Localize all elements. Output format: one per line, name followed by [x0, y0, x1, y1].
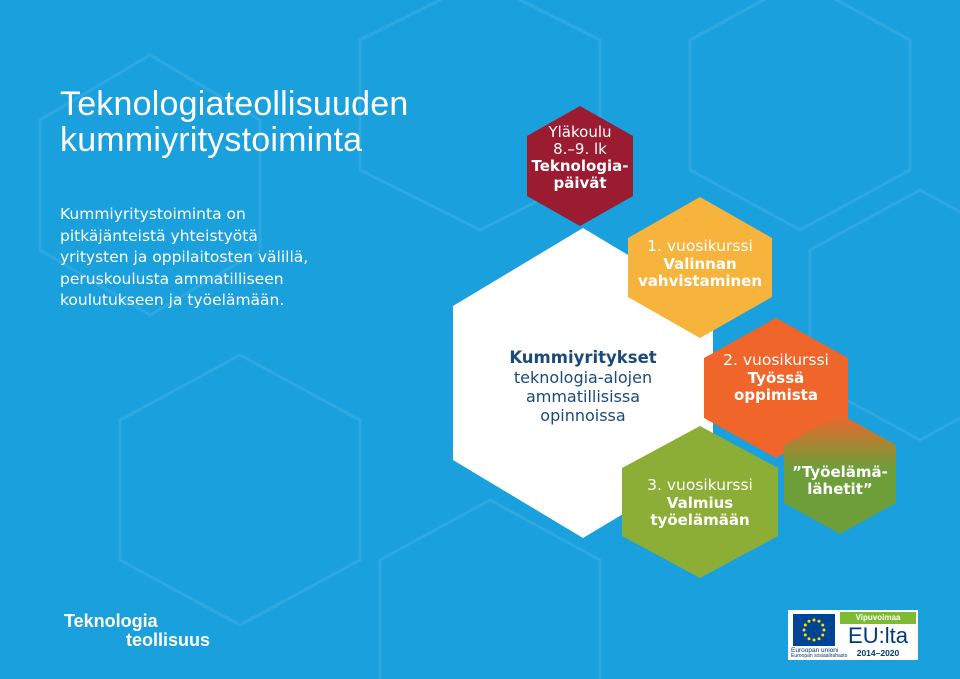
kummi-line3: opinnoissa — [540, 406, 626, 425]
kummi-bold1: Kummiyritykset — [509, 348, 657, 367]
page-title — [60, 86, 408, 158]
intro-text — [60, 204, 308, 312]
kummi-label — [488, 347, 678, 425]
vuosi1-bold2: vahvistaminen — [637, 272, 763, 290]
vuosi1-bold1: Valinnan — [663, 255, 737, 273]
vuosi2-line1: 2. vuosikurssi — [723, 351, 829, 369]
kummi-line1: teknologia-alojen — [513, 368, 653, 387]
tyoelama-bold1: ”Työelämä- — [792, 463, 888, 481]
ylakoulu-line2: 8.–9. lk — [553, 140, 607, 158]
program-logo-text: EU:lta — [848, 623, 908, 648]
eu-caption: Euroopan unioni — [791, 647, 839, 654]
intro-line: Kummiyritystoiminta on — [60, 205, 246, 223]
logo-line-1: Teknologia — [64, 611, 158, 631]
vuosi2-label — [704, 350, 848, 404]
vuosi2-bold1: Työssä — [747, 369, 805, 387]
eu-flag-icon — [793, 614, 835, 646]
intro-line: koulutukseen ja työelämään. — [60, 291, 285, 309]
teknologiateollisuus-logo — [64, 612, 210, 650]
vuosi3-bold2: työelämään — [650, 511, 750, 529]
title-line-2: kummiyritystoiminta — [60, 121, 363, 159]
vuosi3-label — [622, 475, 778, 529]
ylakoulu-line1: Yläkoulu — [548, 123, 612, 141]
intro-line: peruskoulusta ammatilliseen — [60, 269, 284, 288]
vuosi3-line1: 3. vuosikurssi — [647, 476, 753, 494]
program-name: Vipuvoimaa — [840, 612, 916, 624]
title-line-1: Teknologiateollisuuden — [60, 85, 409, 123]
eu-funding-badge — [788, 610, 918, 660]
program-years: 2014–2020 — [856, 648, 900, 658]
intro-line: yritysten ja oppilaitosten välillä, — [60, 248, 309, 266]
ylakoulu-label — [527, 124, 633, 192]
vuosi1-label — [628, 236, 772, 290]
tyoelama-label — [784, 464, 896, 498]
ylakoulu-bold2: päivät — [553, 174, 607, 192]
intro-line: pitkäjänteistä yhteistyötä — [60, 226, 258, 245]
eu-caption-small: Euroopan sosiaalirahasto — [791, 653, 848, 659]
logo-line-2: teollisuus — [126, 630, 211, 650]
vuosi1-line1: 1. vuosikurssi — [647, 237, 753, 255]
tyoelama-bold2: lähetit” — [807, 480, 873, 498]
eu-stars-icon — [793, 614, 835, 646]
vuosi2-bold2: oppimista — [734, 386, 818, 404]
vuosi3-bold1: Valmius — [666, 494, 734, 512]
kummi-line2: ammatillisissa — [525, 387, 641, 406]
ylakoulu-bold1: Teknologia- — [531, 157, 629, 175]
